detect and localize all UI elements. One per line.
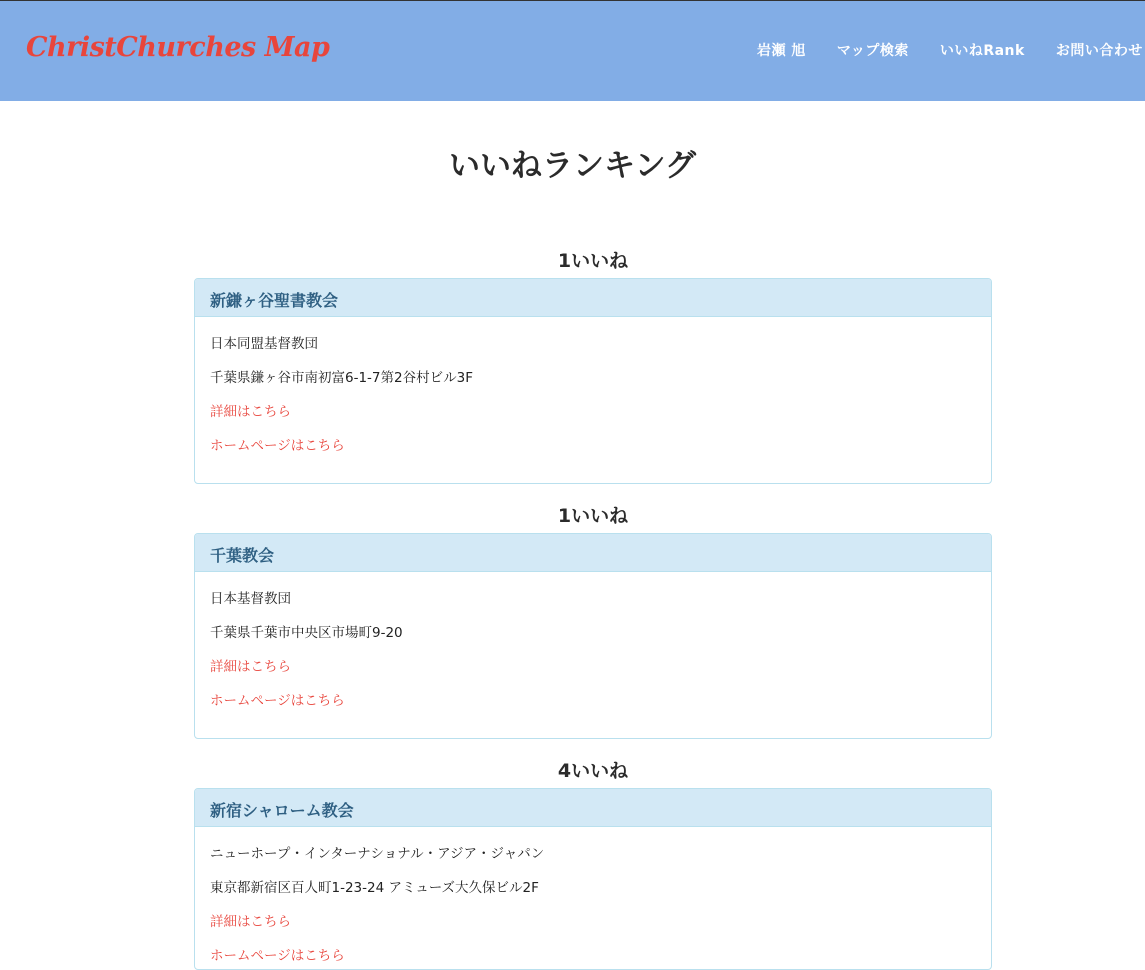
- nav-item-like-rank[interactable]: いいねRank: [939, 43, 1025, 59]
- card-body: [195, 572, 991, 727]
- homepage-link[interactable]: ホームページはこちら: [210, 438, 345, 454]
- nav-links: [757, 40, 1145, 60]
- denomination: 日本同盟基督教団: [210, 336, 318, 352]
- nav-item-map-search[interactable]: マップ検索: [836, 43, 909, 59]
- homepage-link[interactable]: ホームページはこちら: [210, 693, 345, 709]
- card-body: [195, 317, 991, 472]
- rank-likes-label: 1いいね: [557, 250, 629, 272]
- navbar: [0, 1, 1145, 101]
- church-name: 新鎌ヶ谷聖書教会: [195, 279, 991, 317]
- homepage-link[interactable]: ホームページはこちら: [210, 948, 345, 964]
- detail-link[interactable]: 詳細はこちら: [210, 914, 291, 930]
- brand-logo[interactable]: ChristChurches Map: [26, 32, 330, 63]
- church-name: 千葉教会: [195, 534, 991, 572]
- page-title: いいねランキング: [448, 148, 697, 184]
- rank-likes-label: 4いいね: [557, 760, 629, 782]
- church-card: [194, 788, 992, 970]
- church-name: 新宿シャローム教会: [195, 789, 991, 827]
- address: 千葉県鎌ヶ谷市南初富6-1-7第2谷村ビル3F: [210, 370, 473, 386]
- address: 東京都新宿区百人町1-23-24 アミューズ大久保ビル2F: [210, 880, 539, 896]
- detail-link[interactable]: 詳細はこちら: [210, 404, 291, 420]
- card-body: [195, 827, 991, 970]
- detail-link[interactable]: 詳細はこちら: [210, 659, 291, 675]
- nav-item-contact[interactable]: お問い合わせ: [1055, 43, 1143, 59]
- rank-likes-label: 1いいね: [557, 505, 629, 527]
- church-card: [194, 533, 992, 739]
- address: 千葉県千葉市中央区市場町9-20: [210, 625, 403, 641]
- denomination: 日本基督教団: [210, 591, 291, 607]
- nav-item-user[interactable]: 岩瀬 旭: [757, 43, 806, 59]
- church-card: [194, 278, 992, 484]
- denomination: ニューホープ・インターナショナル・アジア・ジャパン: [210, 846, 545, 862]
